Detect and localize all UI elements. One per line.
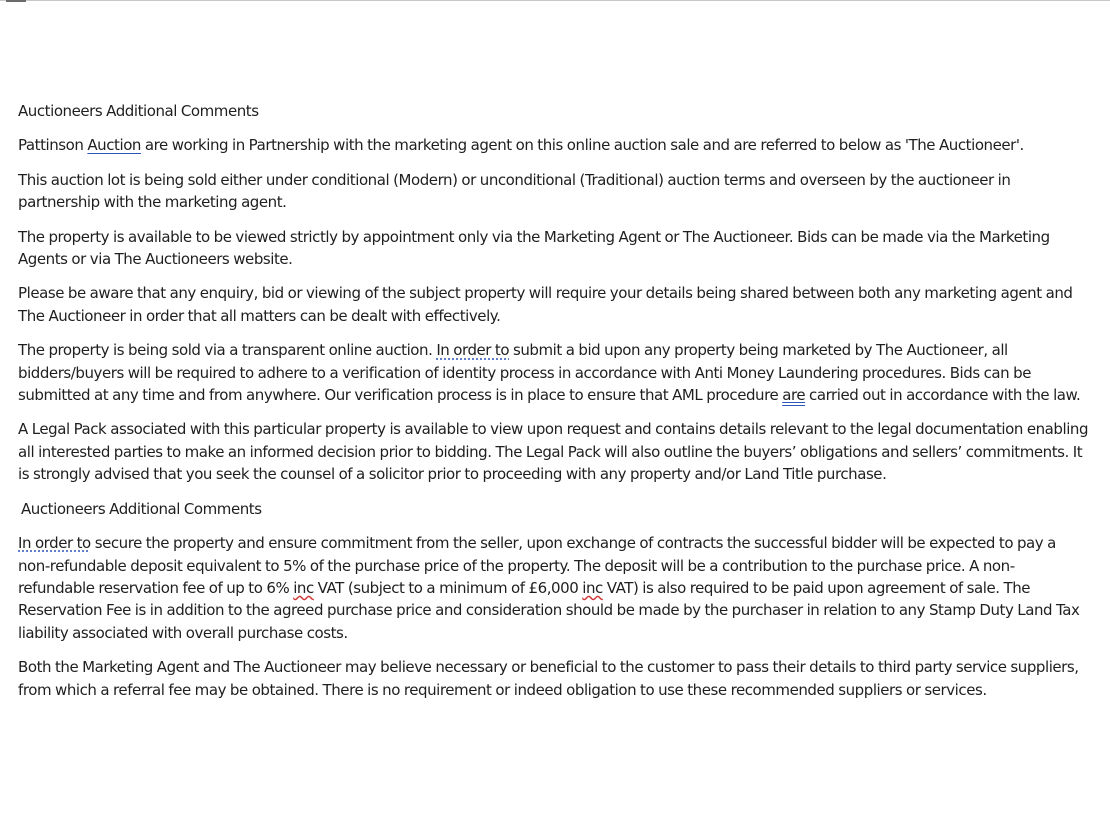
grammar-suggestion-in-order-to[interactable]: In order to <box>436 341 510 360</box>
paragraph-partnership <box>18 134 1090 156</box>
text-run: Pattinson <box>18 136 88 155</box>
text-run: VAT (subject to a minimum of £6,000 <box>313 578 583 597</box>
paragraph-viewing: The property is available to be viewed strictly by appointment only via the Marketing Agent or The Auctioneer. Bids can be made via the Marketing Agents or via The Auctioneers website. <box>18 227 1050 269</box>
text-run: carried out in accordance with the law. <box>805 386 1081 405</box>
paragraph-deposit <box>18 532 1090 644</box>
text-run: VAT) is also required to be paid upon agreement of sale. The Reservation Fee is in addition to the agreed purchase price and consideration should be made by the purchaser in relation to any Stamp Duty Land Tax liability associated with overall purchase costs. <box>18 578 1080 642</box>
grammar-suggestion-in-order-to[interactable]: In order to <box>18 534 91 553</box>
text-run: submit a bid upon any property being marketed by The Auctioneer, all bidders/buyers will be required to adhere to a verification of identity process in accordance with Anti Money Laundering procedures. Bids can be submitted at any time and from anywhere. Our verification process is in place to ensure that AML procedure <box>18 341 1031 405</box>
grammar-suggestion-are[interactable]: are <box>782 386 806 405</box>
paragraph-aml-verification <box>18 339 1090 406</box>
proofing-underline-auction[interactable]: Auction <box>87 136 141 155</box>
section-heading: Auctioneers Additional Comments <box>18 102 259 120</box>
paragraph-legal-pack: A Legal Pack associated with this particular property is available to view upon request and contains details relevant to the legal documentation enabling all interested parties to make an informed decision prior to bidding. The Legal Pack will also outline the buyers’ obligations and sellers’ commitments. It is strongly advised that you seek the counsel of a solicitor prior to proceeding with any property and/or Land Title purchase. <box>18 420 1089 484</box>
text-run: are working in Partnership with the marketing agent on this online auction sale and are referred to below as 'The Auctioneer'. <box>140 136 1024 155</box>
corner-mark <box>6 0 26 2</box>
paragraph-auction-terms: This auction lot is being sold either under conditional (Modern) or unconditional (Traditional) auction terms and overseen by the auctioneer in partnership with the marketing agent. <box>18 170 1011 212</box>
document-body <box>18 100 1090 713</box>
paragraph-referral-fee: Both the Marketing Agent and The Auctioneer may believe necessary or beneficial to the customer to pass their details to third party service suppliers, from which a referral fee may be obtained. There is no requirement or indeed obligation to use these recommended suppliers or services. <box>18 658 1079 699</box>
spelling-error-inc[interactable]: inc <box>293 578 314 597</box>
spelling-error-inc[interactable]: inc <box>582 578 603 597</box>
section-heading: Auctioneers Additional Comments <box>21 499 262 518</box>
paragraph-data-sharing: Please be aware that any enquiry, bid or viewing of the subject property will require your details being shared between both any marketing agent and The Auctioneer in order that all matters can be dealt with effectively. <box>18 284 1073 325</box>
top-border <box>0 0 1110 1</box>
text-run: secure the property and ensure commitment from the seller, upon exchange of contracts the successful bidder will be expected to pay a non-refundable deposit equivalent to 5% of the purchase price of the property. The deposit will be a contribution to the purchase price. A non-refundable reservation fee of up to 6% <box>18 534 1056 597</box>
text-run: The property is being sold via a transparent online auction. <box>18 341 437 360</box>
